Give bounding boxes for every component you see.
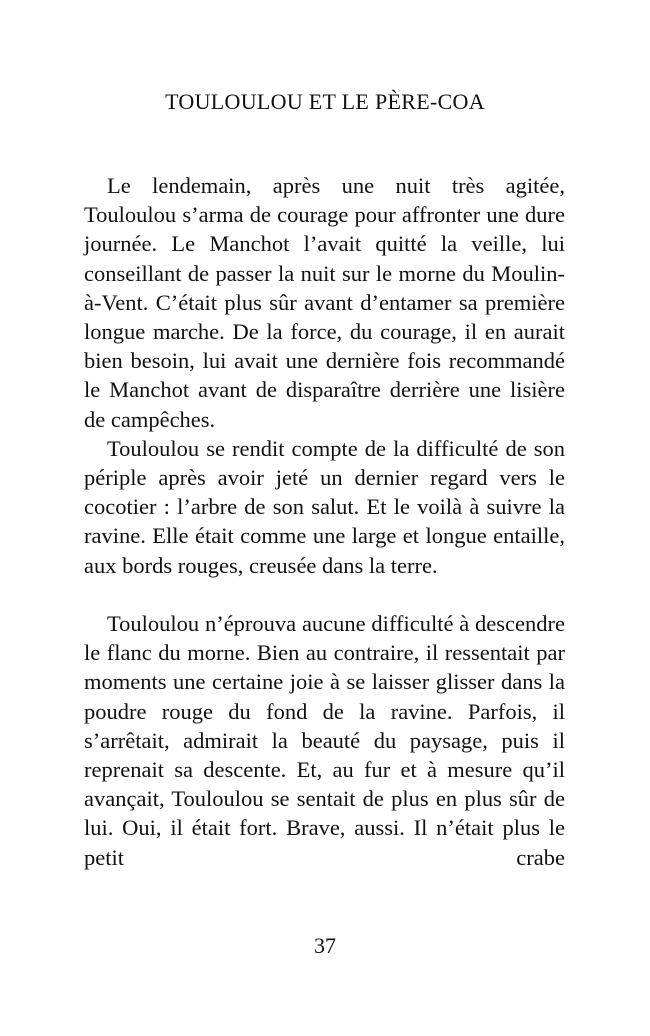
paragraph: Touloulou n’éprouva aucune difficulté à descendre le flanc du morne. Bien au contraire, il ressentait par moments une certaine joie à se laisser glisser dans la poudre rouge du fond de la ravine. Parfois, il s’arrêtait, admirait la beauté du paysage, puis il reprenait sa descente. Et, au fur et à mesure qu’il avançait, Touloulou se sentait de plus en plus sûr de lui. Oui, il était fort. Brave, aussi. Il n’était plus le petit crabe — [84, 611, 565, 870]
paragraph: Le lendemain, après une nuit très agitée, Touloulou s’arma de courage pour affronter une dure journée. Le Manchot l’avait quitté la veille, lui conseillant de passer la nuit sur le morne du Moulin-à-Vent. C’était plus sûr avant d’entamer sa première longue marche. De la force, du courage, il en aurait bien besoin, lui avait une dernière fois recommandé le Manchot avant de disparaître derrière une lisière de campêches. — [84, 173, 565, 432]
page-number: 37 — [314, 933, 336, 958]
paragraph: Touloulou se rendit compte de la difficulté de son périple après avoir jeté un dernier regard vers le cocotier : l’arbre de son salut. Et le voilà à suivre la ravine. Elle était comme une large et longue entaille, aux bords rouges, creusée dans la terre. — [84, 435, 565, 578]
body-text — [84, 171, 565, 872]
running-title: TOULOULOU ET LE PÈRE-COA — [165, 89, 485, 114]
